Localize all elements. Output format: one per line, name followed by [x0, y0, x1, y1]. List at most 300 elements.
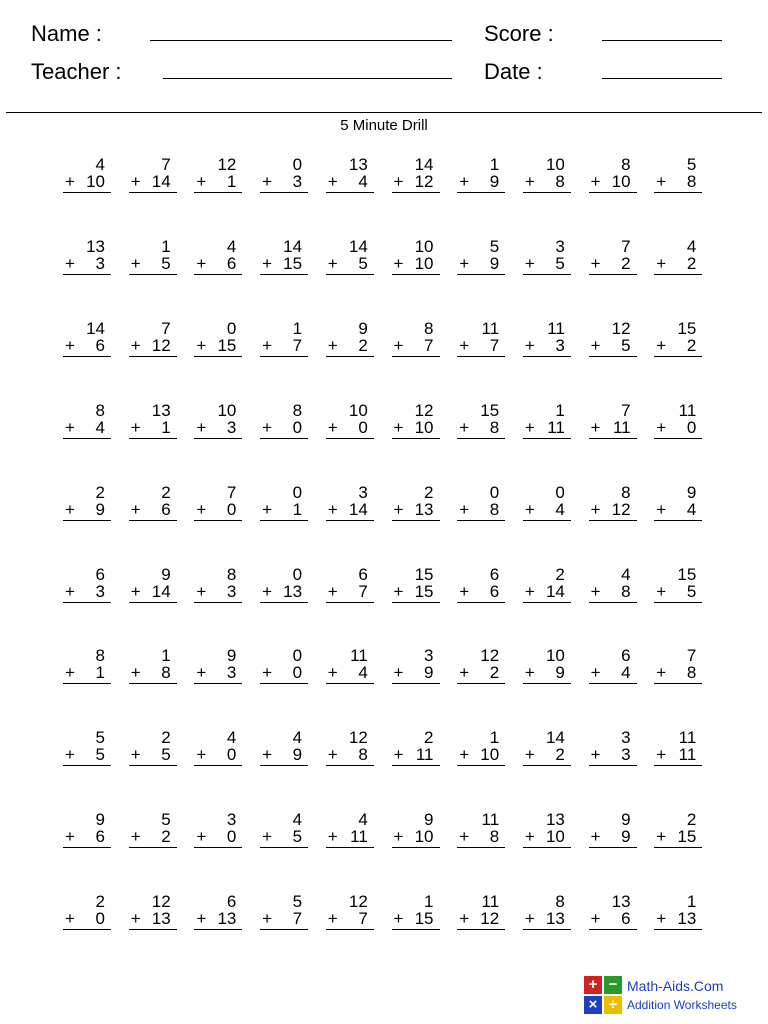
answer-line[interactable]	[326, 356, 374, 357]
plus-sign: +	[196, 827, 207, 847]
answer-line[interactable]	[654, 683, 702, 684]
addend-bottom: 10	[480, 745, 500, 765]
plus-sign: +	[262, 335, 273, 355]
answer-line[interactable]	[392, 602, 440, 603]
plus-sign: +	[524, 745, 535, 765]
answer-line[interactable]	[523, 356, 571, 357]
addend-top: 13	[611, 892, 631, 912]
addend-top: 13	[86, 236, 105, 256]
answer-line[interactable]	[523, 683, 571, 684]
plus-sign: +	[393, 909, 404, 929]
addend-top: 9	[358, 318, 368, 338]
addend-bottom: 7	[292, 909, 303, 929]
addend-top: 3	[424, 646, 434, 666]
plus-sign: +	[130, 909, 141, 929]
answer-line[interactable]	[129, 520, 177, 521]
addend-top: 8	[555, 892, 565, 912]
score-line[interactable]	[602, 40, 722, 41]
addend-bottom: 5	[95, 745, 105, 765]
plus-sign: +	[65, 581, 75, 601]
answer-line[interactable]	[654, 438, 702, 439]
plus-sign: +	[327, 745, 338, 765]
addend-top: 2	[95, 892, 105, 912]
answer-line[interactable]	[194, 192, 242, 193]
addend-top: 8	[424, 318, 434, 338]
answer-line[interactable]	[589, 847, 637, 848]
plus-sign: +	[262, 581, 273, 601]
addend-top: 14	[348, 236, 368, 256]
plus-sign: +	[590, 827, 601, 847]
answer-line[interactable]	[194, 847, 242, 848]
multiply-icon: ×	[584, 996, 602, 1014]
plus-sign: +	[393, 827, 404, 847]
date-line[interactable]	[602, 78, 722, 79]
addend-top: 12	[414, 400, 434, 420]
addend-bottom: 9	[95, 499, 105, 519]
plus-sign: +	[262, 663, 273, 683]
answer-line[interactable]	[260, 356, 308, 357]
plus-sign: +	[130, 663, 141, 683]
addend-bottom: 8	[686, 172, 697, 191]
addend-bottom: 10	[414, 253, 434, 273]
answer-line[interactable]	[326, 438, 374, 439]
logo-subtitle: Addition Worksheets	[627, 998, 737, 1012]
addend-top: 6	[358, 564, 368, 584]
plus-sign: +	[524, 253, 535, 273]
answer-line[interactable]	[63, 520, 111, 521]
header-separator	[6, 112, 762, 113]
plus-sign: +	[590, 581, 601, 601]
addend-bottom: 10	[611, 172, 631, 191]
answer-line[interactable]	[129, 602, 177, 603]
plus-sign: +	[524, 663, 535, 683]
answer-line[interactable]	[523, 520, 571, 521]
answer-line[interactable]	[392, 929, 440, 930]
addend-top: 1	[292, 318, 303, 338]
answer-line[interactable]	[260, 274, 308, 275]
answer-line[interactable]	[654, 765, 702, 766]
addend-top: 5	[292, 892, 303, 912]
plus-sign: +	[590, 417, 601, 437]
addend-bottom: 15	[283, 253, 303, 273]
addend-top: 10	[217, 400, 237, 420]
answer-line[interactable]	[63, 192, 111, 193]
plus-sign: +	[262, 417, 273, 437]
addend-bottom: 6	[95, 827, 105, 847]
answer-line[interactable]	[326, 765, 374, 766]
answer-line[interactable]	[392, 274, 440, 275]
name-line[interactable]	[150, 40, 452, 41]
addend-top: 3	[226, 810, 237, 830]
answer-line[interactable]	[194, 274, 242, 275]
addend-bottom: 5	[292, 827, 303, 847]
addend-top: 9	[621, 810, 631, 830]
addend-top: 0	[226, 318, 237, 338]
answer-line[interactable]	[457, 683, 505, 684]
addend-top: 10	[545, 646, 565, 666]
addend-top: 5	[686, 155, 697, 174]
answer-line[interactable]	[326, 274, 374, 275]
answer-line[interactable]	[589, 520, 637, 521]
addend-top: 12	[611, 318, 631, 338]
plus-sign: +	[656, 827, 667, 847]
answer-line[interactable]	[523, 765, 571, 766]
answer-line[interactable]	[392, 847, 440, 848]
addend-top: 7	[226, 482, 237, 502]
answer-line[interactable]	[194, 683, 242, 684]
plus-sign: +	[196, 663, 207, 683]
plus-sign: +	[656, 581, 667, 601]
addend-bottom: 7	[358, 909, 368, 929]
addend-top: 9	[95, 810, 105, 830]
plus-sign: +	[524, 335, 535, 355]
addend-top: 10	[414, 236, 434, 256]
plus-sign: +	[196, 581, 207, 601]
answer-line[interactable]	[392, 356, 440, 357]
addend-bottom: 3	[292, 172, 303, 191]
answer-line[interactable]	[63, 356, 111, 357]
addend-top: 12	[151, 892, 171, 912]
answer-line[interactable]	[523, 929, 571, 930]
addend-bottom: 11	[678, 745, 697, 765]
plus-sign: +	[65, 909, 75, 929]
addend-bottom: 1	[226, 172, 237, 191]
answer-line[interactable]	[326, 602, 374, 603]
answer-line[interactable]	[589, 765, 637, 766]
addend-bottom: 9	[621, 827, 631, 847]
addend-top: 7	[686, 646, 697, 666]
addend-top: 14	[86, 318, 105, 338]
answer-line[interactable]	[63, 847, 111, 848]
math-aids-logo	[584, 976, 764, 1016]
logo-title: Math-Aids.Com	[627, 978, 724, 994]
answer-line[interactable]	[654, 356, 702, 357]
plus-sign: +	[590, 172, 601, 191]
addend-top: 9	[424, 810, 434, 830]
answer-line[interactable]	[589, 192, 637, 193]
addend-bottom: 3	[621, 745, 631, 765]
addend-top: 11	[678, 400, 697, 420]
answer-line[interactable]	[129, 438, 177, 439]
addend-bottom: 13	[414, 499, 434, 519]
addend-bottom: 8	[686, 663, 697, 683]
answer-line[interactable]	[457, 274, 505, 275]
addend-bottom: 0	[226, 827, 237, 847]
plus-sign: +	[196, 417, 207, 437]
addend-bottom: 11	[350, 827, 368, 847]
addend-bottom: 12	[480, 909, 500, 929]
addend-top: 5	[161, 810, 171, 830]
addend-bottom: 8	[621, 581, 631, 601]
divide-icon: ÷	[604, 996, 622, 1014]
addend-top: 4	[95, 155, 105, 174]
answer-line[interactable]	[194, 765, 242, 766]
addend-top: 8	[95, 400, 105, 420]
plus-sign: +	[130, 253, 141, 273]
addend-bottom: 8	[489, 827, 500, 847]
answer-line[interactable]	[589, 929, 637, 930]
addend-top: 1	[686, 892, 697, 912]
addend-top: 13	[151, 400, 171, 420]
answer-line[interactable]	[654, 192, 702, 193]
answer-line[interactable]	[260, 929, 308, 930]
header-date-label: Date :	[484, 59, 543, 84]
addend-bottom: 4	[358, 172, 368, 191]
answer-line[interactable]	[589, 602, 637, 603]
addend-bottom: 9	[555, 663, 565, 683]
answer-line[interactable]	[129, 683, 177, 684]
addend-top: 0	[292, 564, 303, 584]
plus-sign: +	[196, 909, 207, 929]
plus-sign: +	[524, 499, 535, 519]
answer-line[interactable]	[654, 602, 702, 603]
answer-line[interactable]	[392, 520, 440, 521]
plus-sign: +	[262, 827, 273, 847]
addend-top: 11	[481, 892, 500, 912]
plus-sign: +	[130, 172, 141, 191]
addend-bottom: 5	[555, 253, 565, 273]
answer-line[interactable]	[194, 438, 242, 439]
answer-line[interactable]	[457, 602, 505, 603]
addend-top: 1	[424, 892, 434, 912]
teacher-line[interactable]	[163, 78, 452, 79]
plus-sign: +	[524, 417, 535, 437]
addend-bottom: 2	[555, 745, 565, 765]
answer-line[interactable]	[392, 192, 440, 193]
plus-sign: +	[196, 499, 207, 519]
answer-line[interactable]	[654, 520, 702, 521]
addend-top: 1	[555, 400, 565, 420]
addend-top: 4	[686, 236, 697, 256]
plus-sign: +	[656, 499, 667, 519]
addend-top: 7	[161, 155, 171, 174]
addend-bottom: 9	[292, 745, 303, 765]
answer-line[interactable]	[392, 683, 440, 684]
answer-line[interactable]	[523, 602, 571, 603]
addend-top: 5	[95, 728, 105, 748]
answer-line[interactable]	[63, 929, 111, 930]
answer-line[interactable]	[589, 274, 637, 275]
plus-sign: +	[656, 909, 667, 929]
answer-line[interactable]	[523, 192, 571, 193]
addend-bottom: 13	[283, 581, 303, 601]
addend-bottom: 12	[151, 335, 171, 355]
addend-bottom: 2	[621, 253, 631, 273]
addend-top: 9	[226, 646, 237, 666]
answer-line[interactable]	[129, 192, 177, 193]
plus-sign: +	[262, 909, 273, 929]
addend-top: 0	[292, 155, 303, 174]
answer-line[interactable]	[654, 274, 702, 275]
addend-top: 4	[226, 236, 237, 256]
answer-line[interactable]	[654, 847, 702, 848]
plus-sign: +	[65, 745, 75, 765]
header-score-label: Score :	[484, 21, 554, 46]
addend-top: 2	[424, 728, 434, 748]
answer-line[interactable]	[589, 356, 637, 357]
answer-line[interactable]	[260, 602, 308, 603]
addend-top: 8	[292, 400, 303, 420]
addend-bottom: 2	[161, 827, 171, 847]
answer-line[interactable]	[194, 929, 242, 930]
addend-top: 11	[481, 318, 500, 338]
plus-sign: +	[130, 581, 141, 601]
answer-line[interactable]	[63, 602, 111, 603]
answer-line[interactable]	[194, 356, 242, 357]
plus-sign: +	[327, 172, 338, 191]
plus-sign: +	[524, 581, 535, 601]
minus-icon: −	[604, 976, 622, 994]
addend-bottom: 12	[414, 172, 434, 191]
addend-top: 3	[621, 728, 631, 748]
plus-sign: +	[656, 253, 667, 273]
answer-line[interactable]	[326, 929, 374, 930]
answer-line[interactable]	[654, 929, 702, 930]
plus-sign: +	[196, 253, 207, 273]
addend-bottom: 3	[95, 253, 105, 273]
plus-sign: +	[459, 581, 470, 601]
addend-bottom: 14	[151, 581, 171, 601]
addend-top: 1	[489, 728, 500, 748]
addend-bottom: 0	[292, 663, 303, 683]
plus-sign: +	[524, 172, 535, 191]
answer-line[interactable]	[63, 765, 111, 766]
answer-line[interactable]	[392, 765, 440, 766]
answer-line[interactable]	[523, 847, 571, 848]
addend-top: 11	[547, 318, 565, 338]
answer-line[interactable]	[260, 847, 308, 848]
answer-line[interactable]	[260, 765, 308, 766]
addend-bottom: 1	[95, 663, 105, 683]
addend-bottom: 13	[151, 909, 171, 929]
plus-sign: +	[459, 335, 470, 355]
addend-bottom: 13	[217, 909, 237, 929]
addend-bottom: 5	[161, 745, 171, 765]
answer-line[interactable]	[63, 438, 111, 439]
addend-bottom: 2	[686, 253, 697, 273]
addend-top: 9	[686, 482, 697, 502]
addend-top: 14	[414, 155, 434, 174]
addend-bottom: 11	[547, 417, 565, 437]
addend-top: 1	[161, 646, 171, 666]
plus-sign: +	[327, 827, 338, 847]
plus-sign: +	[459, 745, 470, 765]
plus-sign: +	[327, 663, 338, 683]
answer-line[interactable]	[457, 520, 505, 521]
addend-bottom: 10	[414, 827, 434, 847]
plus-sign: +	[393, 499, 404, 519]
addend-top: 4	[621, 564, 631, 584]
answer-line[interactable]	[63, 683, 111, 684]
answer-line[interactable]	[129, 356, 177, 357]
addend-top: 12	[348, 892, 368, 912]
addend-top: 2	[424, 482, 434, 502]
answer-line[interactable]	[129, 274, 177, 275]
addend-top: 4	[358, 810, 368, 830]
addend-bottom: 3	[226, 417, 237, 437]
addend-bottom: 2	[686, 335, 697, 355]
answer-line[interactable]	[129, 929, 177, 930]
answer-line[interactable]	[589, 438, 637, 439]
answer-line[interactable]	[392, 438, 440, 439]
answer-line[interactable]	[63, 274, 111, 275]
plus-sign: +	[262, 253, 273, 273]
answer-line[interactable]	[326, 683, 374, 684]
addend-bottom: 12	[611, 499, 631, 519]
answer-line[interactable]	[129, 847, 177, 848]
plus-sign: +	[590, 745, 601, 765]
answer-line[interactable]	[260, 520, 308, 521]
answer-line[interactable]	[326, 520, 374, 521]
answer-line[interactable]	[457, 356, 505, 357]
addend-top: 8	[621, 155, 631, 174]
plus-sign: +	[262, 499, 273, 519]
answer-line[interactable]	[194, 520, 242, 521]
plus-sign: +	[393, 253, 404, 273]
addend-bottom: 5	[358, 253, 368, 273]
answer-line[interactable]	[457, 847, 505, 848]
addend-top: 6	[489, 564, 500, 584]
answer-line[interactable]	[326, 847, 374, 848]
answer-line[interactable]	[194, 602, 242, 603]
addend-top: 0	[555, 482, 565, 502]
plus-sign: +	[327, 499, 338, 519]
answer-line[interactable]	[326, 192, 374, 193]
addend-bottom: 15	[677, 827, 697, 847]
addend-bottom: 1	[161, 417, 171, 437]
answer-line[interactable]	[457, 438, 505, 439]
addend-bottom: 10	[414, 417, 434, 437]
addend-top: 7	[161, 318, 171, 338]
plus-sign: +	[65, 172, 75, 191]
addend-bottom: 4	[621, 663, 631, 683]
addend-top: 1	[489, 155, 500, 174]
addend-bottom: 10	[545, 827, 565, 847]
plus-sign: +	[393, 335, 404, 355]
plus-sign: +	[393, 172, 404, 191]
answer-line[interactable]	[260, 192, 308, 193]
answer-line[interactable]	[457, 929, 505, 930]
addend-bottom: 14	[545, 581, 565, 601]
addend-top: 0	[489, 482, 500, 502]
plus-sign: +	[459, 499, 470, 519]
answer-line[interactable]	[129, 765, 177, 766]
addend-bottom: 5	[686, 581, 697, 601]
answer-line[interactable]	[523, 438, 571, 439]
answer-line[interactable]	[523, 274, 571, 275]
answer-line[interactable]	[260, 683, 308, 684]
addend-top: 6	[621, 646, 631, 666]
answer-line[interactable]	[457, 192, 505, 193]
addend-bottom: 0	[686, 417, 697, 437]
plus-sign: +	[130, 335, 141, 355]
addend-bottom: 4	[358, 663, 368, 683]
addend-top: 0	[292, 646, 303, 666]
addend-bottom: 1	[292, 499, 303, 519]
answer-line[interactable]	[260, 438, 308, 439]
addend-bottom: 14	[151, 172, 171, 191]
addend-bottom: 15	[217, 335, 237, 355]
addend-top: 9	[161, 564, 171, 584]
answer-line[interactable]	[589, 683, 637, 684]
plus-sign: +	[327, 581, 338, 601]
answer-line[interactable]	[457, 765, 505, 766]
addend-bottom: 6	[489, 581, 500, 601]
addend-bottom: 9	[489, 253, 500, 273]
plus-sign: +	[590, 499, 601, 519]
addend-top: 8	[95, 646, 105, 666]
addend-top: 3	[555, 236, 565, 256]
